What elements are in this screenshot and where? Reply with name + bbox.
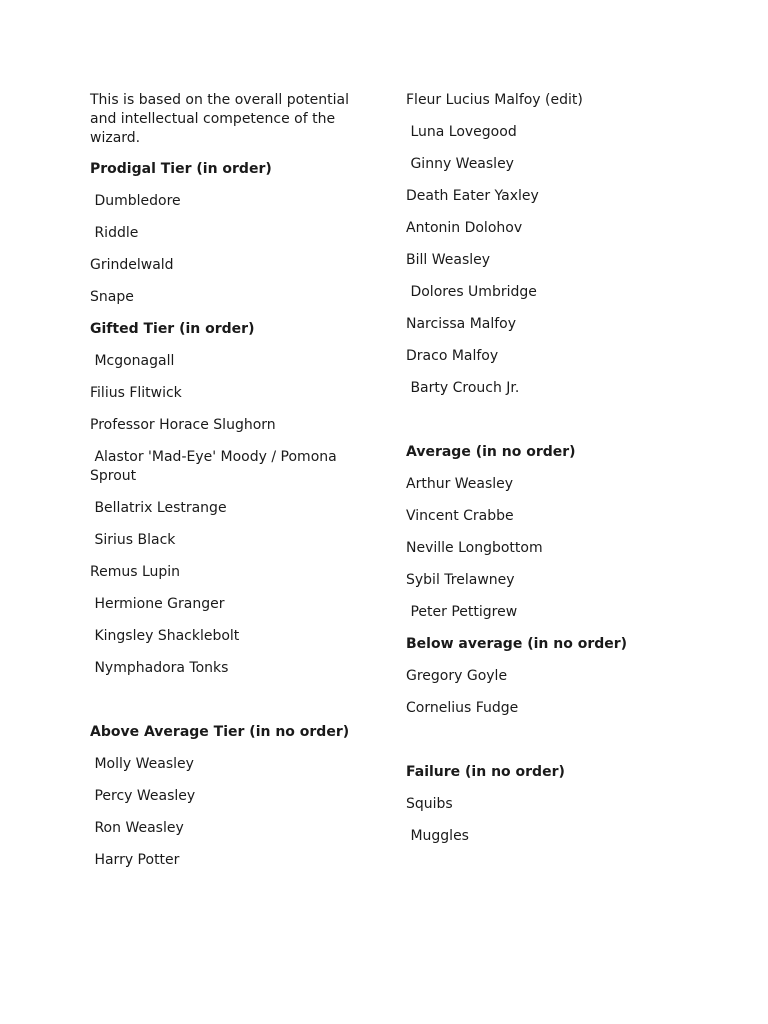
section-spacer [406,411,706,443]
failure-heading: Failure (in no order) [406,764,565,780]
list-item: Professor Horace Slughorn [90,417,276,433]
list-item: Bill Weasley [406,252,491,268]
left-column [90,91,360,883]
list-item: Cornelius Fudge [406,700,519,716]
list-item: Sirius Black [90,532,176,548]
list-item: Mcgonagall [90,353,175,369]
list-item: Riddle [90,225,139,241]
list-item: Alastor 'Mad-Eye' Moody / Pomona Sprout [90,449,342,484]
list-item: Kingsley Shacklebolt [90,628,240,644]
section-spacer [90,691,360,723]
list-item: Gregory Goyle [406,668,508,684]
list-item: Ginny Weasley [406,156,514,172]
list-item: Neville Longbottom [406,540,543,556]
list-item: Bellatrix Lestrange [90,500,227,516]
list-item: Dumbledore [90,193,181,209]
list-item: Draco Malfoy [406,348,499,364]
list-item: Hermione Granger [90,596,225,612]
list-item: Dolores Umbridge [406,284,537,300]
list-item: Narcissa Malfoy [406,316,517,332]
list-item: Filius Flitwick [90,385,182,401]
list-item: Peter Pettigrew [406,604,518,620]
list-item: Grindelwald [90,257,174,273]
list-item: Arthur Weasley [406,476,514,492]
list-item: Antonin Dolohov [406,220,523,236]
list-item: Molly Weasley [90,756,194,772]
intro-paragraph: This is based on the overall potential and intellectual competence of the wizard. [90,92,350,146]
gifted-tier-heading: Gifted Tier (in order) [90,321,255,337]
list-item: Barty Crouch Jr. [406,380,520,396]
list-item: Vincent Crabbe [406,508,514,524]
list-item: Remus Lupin [90,564,181,580]
list-item: Squibs [406,796,453,812]
above-average-tier-heading: Above Average Tier (in no order) [90,724,350,740]
list-item: Harry Potter [90,852,180,868]
list-item: Sybil Trelawney [406,572,515,588]
list-item: Muggles [406,828,469,844]
below-average-heading: Below average (in no order) [406,636,628,652]
list-item: Ron Weasley [90,820,184,836]
list-item: Snape [90,289,134,305]
list-item: Fleur Lucius Malfoy (edit) [406,92,583,108]
right-column [406,91,706,859]
prodigal-tier-heading: Prodigal Tier (in order) [90,161,272,177]
list-item: Percy Weasley [90,788,196,804]
list-item: Death Eater Yaxley [406,188,539,204]
list-item: Nymphadora Tonks [90,660,229,676]
average-heading: Average (in no order) [406,444,576,460]
list-item: Luna Lovegood [406,124,517,140]
section-spacer [406,731,706,763]
